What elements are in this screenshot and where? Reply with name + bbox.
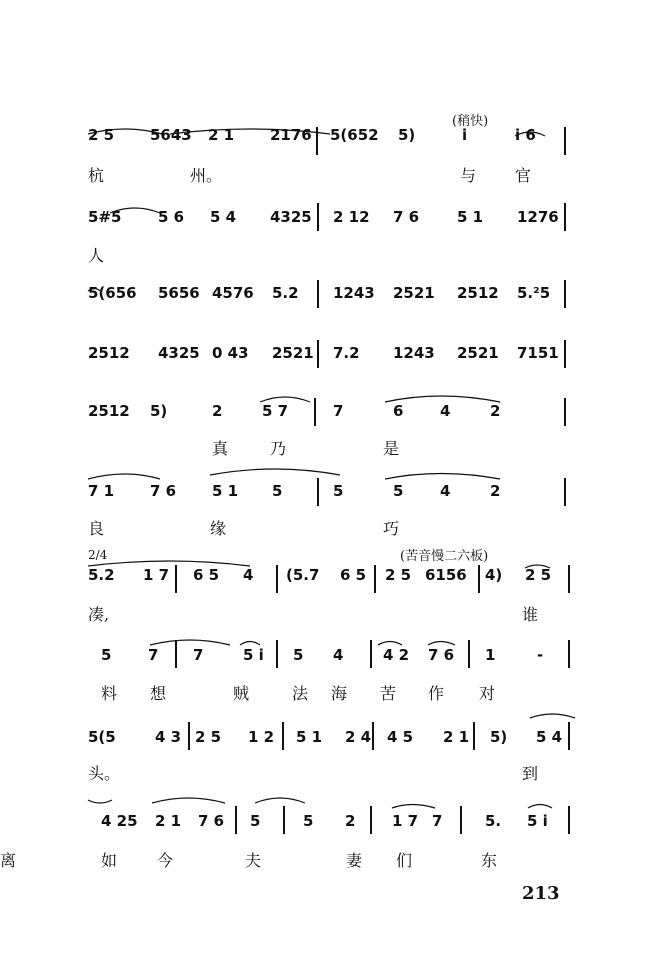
lyric-char: 巧 (383, 519, 400, 538)
jianpu-note: 5(656 (88, 284, 137, 302)
jianpu-note: 2 (212, 402, 223, 420)
jianpu-note: 2 (490, 402, 501, 420)
slur-arc (515, 132, 545, 136)
jianpu-note: 1243 (333, 284, 375, 302)
slur-arc (530, 714, 575, 718)
jianpu-note: 2 5 (88, 126, 115, 144)
jianpu-note: 5 (393, 482, 404, 500)
jianpu-note: 5656 (158, 284, 200, 302)
jianpu-note: 5 (303, 812, 314, 830)
jianpu-note: 4 (333, 646, 344, 664)
slur-arc (392, 805, 435, 809)
jianpu-note: 2 5 (525, 566, 552, 584)
lyric-char: 凑, (88, 605, 110, 624)
tempo-mark: (苦音慢二六板) (400, 549, 489, 564)
slur-arc (88, 561, 250, 566)
jianpu-note: 2 12 (333, 208, 370, 226)
jianpu-note: 4325 (158, 344, 200, 362)
lyric-char: 东 (481, 851, 498, 870)
jianpu-note: 5.2 (272, 284, 299, 302)
lyric-char: 夫 (245, 851, 262, 870)
lyric-char: 头。 (88, 764, 121, 783)
jianpu-note: 1 (485, 646, 496, 664)
lyric-char: 与 (460, 166, 477, 185)
jianpu-note: 2521 (393, 284, 435, 302)
jianpu-note: 5(5 (88, 728, 116, 746)
jianpu-note: 2 4 (345, 728, 372, 746)
slur-arc (150, 640, 230, 645)
jianpu-note: i (462, 126, 468, 144)
jianpu-note: i 6 (515, 126, 536, 144)
jianpu-note: 7 (148, 646, 159, 664)
slur-arc (255, 798, 305, 803)
jianpu-note: 7 1 (88, 482, 115, 500)
lyric-char: 料 (101, 684, 118, 703)
jianpu-note: 5) (490, 728, 508, 746)
jianpu-note: 6 (393, 402, 404, 420)
jianpu-note: 5 i (243, 646, 264, 664)
lyric-char: 到 (522, 764, 539, 783)
jianpu-note: 1243 (393, 344, 435, 362)
lyric-char: 人 (88, 246, 105, 265)
tempo-mark: (稍快) (452, 114, 489, 129)
jianpu-note: 4 2 (383, 646, 410, 664)
jianpu-note: 7 (432, 812, 443, 830)
lyric-char: 今 (157, 851, 174, 870)
jianpu-note: 2521 (457, 344, 499, 362)
jianpu-note: 5 1 (212, 482, 239, 500)
jianpu-note: 5643 (150, 126, 192, 144)
slur-arc (525, 565, 550, 568)
slur-arc (170, 129, 330, 134)
jianpu-note: 5 (333, 482, 344, 500)
jianpu-note: 2 (345, 812, 356, 830)
jianpu-note: 2 1 (208, 126, 235, 144)
jianpu-note: 2176 (270, 126, 312, 144)
jianpu-note: 4 3 (155, 728, 182, 746)
lyric-char: 谁 (522, 605, 539, 624)
lyric-char: 是 (383, 439, 400, 458)
jianpu-note: 7 6 (428, 646, 455, 664)
jianpu-note: 2 1 (155, 812, 182, 830)
jianpu-note: 2512 (88, 344, 130, 362)
jianpu-note: 5 4 (536, 728, 563, 746)
jianpu-note: (5.7 (286, 566, 320, 584)
jianpu-note: 5 (272, 482, 283, 500)
jianpu-note: 5#5 (88, 208, 122, 226)
jianpu-note: 7.2 (333, 344, 360, 362)
lyric-char: 苦 (380, 684, 397, 703)
page-number: 213 (522, 883, 560, 904)
jianpu-note: 4 25 (101, 812, 138, 830)
lyric-char: 对 (479, 684, 496, 703)
lyric-char: 法 (292, 684, 309, 703)
lyric-char: 作 (428, 684, 445, 703)
time-signature: 2/4 (88, 548, 108, 562)
jianpu-note: 5 (101, 646, 112, 664)
jianpu-note: 7 6 (150, 482, 177, 500)
lyric-char: 离 (0, 851, 17, 870)
slur-arc (110, 208, 160, 213)
jianpu-note: 4 5 (387, 728, 414, 746)
slur-arc (428, 642, 455, 646)
jianpu-note: 5.2 (88, 566, 115, 584)
jianpu-note: 4) (485, 566, 503, 584)
slur-arc (260, 397, 310, 402)
jianpu-note: 2 5 (195, 728, 222, 746)
jianpu-note: 1 7 (392, 812, 419, 830)
jianpu-note: 5.²5 (517, 284, 551, 302)
jianpu-note: 6 5 (193, 566, 220, 584)
jianpu-note: 2 1 (443, 728, 470, 746)
jianpu-note: 2512 (457, 284, 499, 302)
jianpu-note: 5 7 (262, 402, 289, 420)
lyric-char: 妻 (346, 851, 363, 870)
slur-arc (88, 474, 160, 479)
jianpu-note: 5 1 (457, 208, 484, 226)
jianpu-note: 4576 (212, 284, 254, 302)
slur-arc (210, 469, 340, 475)
jianpu-note: 5. (485, 812, 502, 830)
slur-arc (152, 798, 225, 803)
slur-arc (378, 642, 402, 646)
jianpu-note: 4325 (270, 208, 312, 226)
lyric-char: 州。 (190, 166, 223, 185)
lyric-char: 如 (101, 851, 118, 870)
lyric-char: 贼 (233, 684, 250, 703)
jianpu-note: 5 (250, 812, 261, 830)
lyric-char: 真 (212, 439, 229, 458)
jianpu-note: 2 5 (385, 566, 412, 584)
jianpu-note: 6 5 (340, 566, 367, 584)
jianpu-note: 5 (293, 646, 304, 664)
slur-arc (240, 642, 260, 646)
slur-arc (88, 800, 112, 803)
lyric-char: 官 (515, 166, 532, 185)
jianpu-note: 4 (440, 482, 451, 500)
slur-arc (88, 289, 100, 292)
jianpu-note: 7 (193, 646, 204, 664)
slur-arc (385, 396, 500, 402)
jianpu-note: 0 43 (212, 344, 249, 362)
lyric-char: 们 (396, 851, 413, 870)
lyric-char: 杭 (88, 166, 105, 185)
jianpu-note: 7 6 (393, 208, 420, 226)
jianpu-note: 2521 (272, 344, 314, 362)
lyric-char: 良 (88, 519, 105, 538)
jianpu-note: 7151 (517, 344, 559, 362)
jianpu-note: 6156 (425, 566, 467, 584)
jianpu-note: 5 4 (210, 208, 237, 226)
jianpu-note: 4 (440, 402, 451, 420)
lyric-char: 想 (150, 684, 167, 703)
jianpu-note: 5 i (527, 812, 548, 830)
slur-arc (385, 474, 500, 480)
lyric-char: 乃 (270, 439, 287, 458)
jianpu-note: 7 (333, 402, 344, 420)
jianpu-note: 5(652 (330, 126, 379, 144)
jianpu-note: 5 6 (158, 208, 185, 226)
jianpu-note: - (537, 646, 544, 664)
jianpu-note: 1 2 (248, 728, 275, 746)
lyric-char: 缘 (210, 519, 227, 538)
jianpu-note: 5) (150, 402, 168, 420)
jianpu-note: 2 (490, 482, 501, 500)
jianpu-note: 1276 (517, 208, 559, 226)
jianpu-note: 7 6 (198, 812, 225, 830)
jianpu-note: 4 (243, 566, 254, 584)
jianpu-note: 5) (398, 126, 416, 144)
lyric-char: 海 (331, 684, 348, 703)
jianpu-note: 2512 (88, 402, 130, 420)
slur-arc (528, 805, 552, 809)
jianpu-note: 1 7 (143, 566, 170, 584)
slur-arc (88, 129, 162, 134)
jianpu-note: 5 1 (296, 728, 323, 746)
